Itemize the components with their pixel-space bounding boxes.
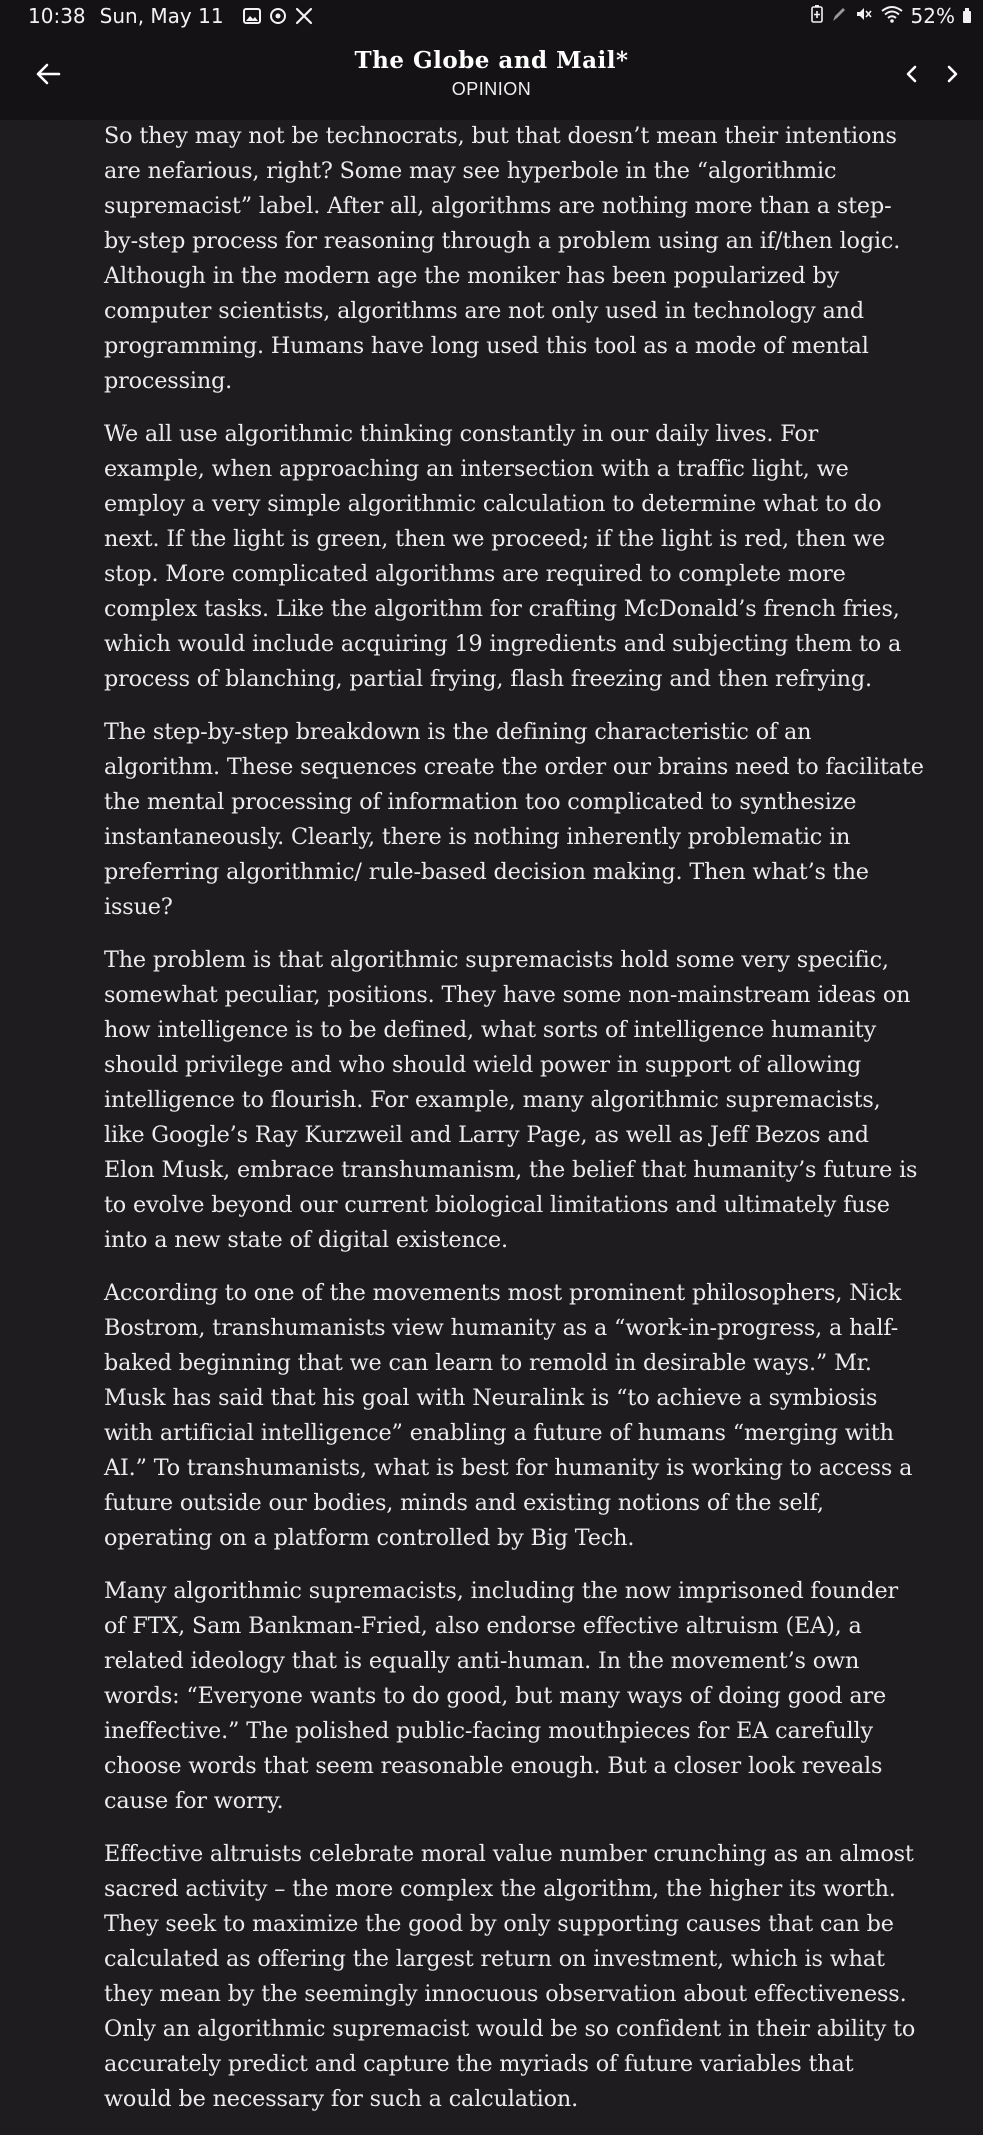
mute-icon <box>855 4 873 28</box>
previous-article-button[interactable] <box>897 56 925 96</box>
chevron-right-icon <box>946 64 960 88</box>
article-paragraph: The step-by-step breakdown is the defining characteristic of an algorithm. These sequences create the order our brains need to facilitate the mental processing of information too complicated to synthesize instantaneously. Clearly, there is nothing inherently problematic in preferring algorithmic/ rule-based decision making. Then what’s the issue? <box>104 719 924 920</box>
tools-icon <box>294 6 314 26</box>
status-left <box>28 4 314 28</box>
status-right <box>811 4 971 28</box>
masthead-logo: The Globe and Mail* <box>354 47 629 74</box>
article-paragraph: Effective altruists celebrate moral value number crunching as an almost sacred activity – the more complex the algorithm, the higher its worth. They seek to maximize the good by only supporting causes that can be calculated as offering the largest return on investment, which is what they mean by the seemingly innocuous observation about effectiveness. Only an algorithmic supremacist would be so confident in their ability to accurately predict and capture the myriads of future variables that would be necessary for such a calculation. <box>104 1841 916 2112</box>
article-body <box>104 119 924 2135</box>
app-bar <box>0 32 983 120</box>
sync-icon <box>268 6 288 26</box>
article-nav <box>897 56 967 96</box>
notification-icons <box>242 6 314 26</box>
article-paragraph: So they may not be technocrats, but that doesn’t mean their intentions are nefarious, right? Some may see hyperbole in the “algorithmic supremacist” label. After all, algorithms are nothing more than a step-by-step process for reasoning through a problem using an if/then logic. Although in the modern age the moniker has been popularized by computer scientists, algorithms are not only used in technology and programming. Humans have long used this tool as a mode of mental processing. <box>104 123 901 394</box>
edit-icon <box>831 4 847 28</box>
section-label: OPINION <box>451 79 532 99</box>
next-article-button[interactable] <box>939 56 967 96</box>
article-paragraph: The problem is that algorithmic supremacists hold some very specific, somewhat peculiar, positions. They have some non-mainstream ideas on how intelligence is to be defined, what sorts of intelligence humanity should privilege and who should wield power in support of allowing intelligence to flourish. For example, many algorithmic supremacists, like Google’s Ray Kurzweil and Larry Page, as well as Jeff Bezos and Elon Musk, embrace transhumanism, the belief that humanity’s future is to evolve beyond our current biological limitations and ultimately fuse into a new state of digital existence. <box>104 947 918 1253</box>
battery-percent: 52% <box>910 4 955 28</box>
image-icon <box>242 6 262 26</box>
wifi-icon <box>881 4 903 28</box>
article-paragraph: Many algorithmic supremacists, including the now imprisoned founder of FTX, Sam Bankman-Fried, also endorse effective altruism (EA), a related ideology that is equally anti-human. In the movement’s own words: “Everyone wants to do good, but many ways of doing good are ineffective.” The polished public-facing mouthpieces for EA carefully choose words that seem reasonable enough. But a closer look reveals cause for worry. <box>104 1578 898 1814</box>
battery-saver-icon <box>811 4 823 28</box>
status-bar <box>0 0 983 32</box>
status-time: 10:38 <box>28 4 86 28</box>
status-date: Sun, May 11 <box>99 4 224 28</box>
masthead <box>0 46 983 100</box>
article-paragraph: We all use algorithmic thinking constantly in our daily lives. For example, when approaching an intersection with a traffic light, we employ a very simple algorithmic calculation to determine what to do next. If the light is green, then we proceed; if the light is red, then we stop. More complicated algorithms are required to complete more complex tasks. Like the algorithm for crafting McDonald’s french fries, which would include acquiring 19 ingredients and subjecting them to a process of blanching, partial frying, flash freezing and then refrying. <box>104 421 902 692</box>
article-paragraph: According to one of the movements most prominent philosophers, Nick Bostrom, transhumanists view humanity as a “work-in-progress, a half-baked beginning that we can learn to remold in desirable ways.” Mr. Musk has said that his goal with Neuralink is “to achieve a symbiosis with artificial intelligence” enabling a future of humans “merging with AI.” To transhumanists, what is best for humanity is working to access a future outside our bodies, minds and existing notions of the self, operating on a platform controlled by Big Tech. <box>104 1280 913 1551</box>
battery-icon <box>963 4 971 28</box>
chevron-left-icon <box>904 64 918 88</box>
